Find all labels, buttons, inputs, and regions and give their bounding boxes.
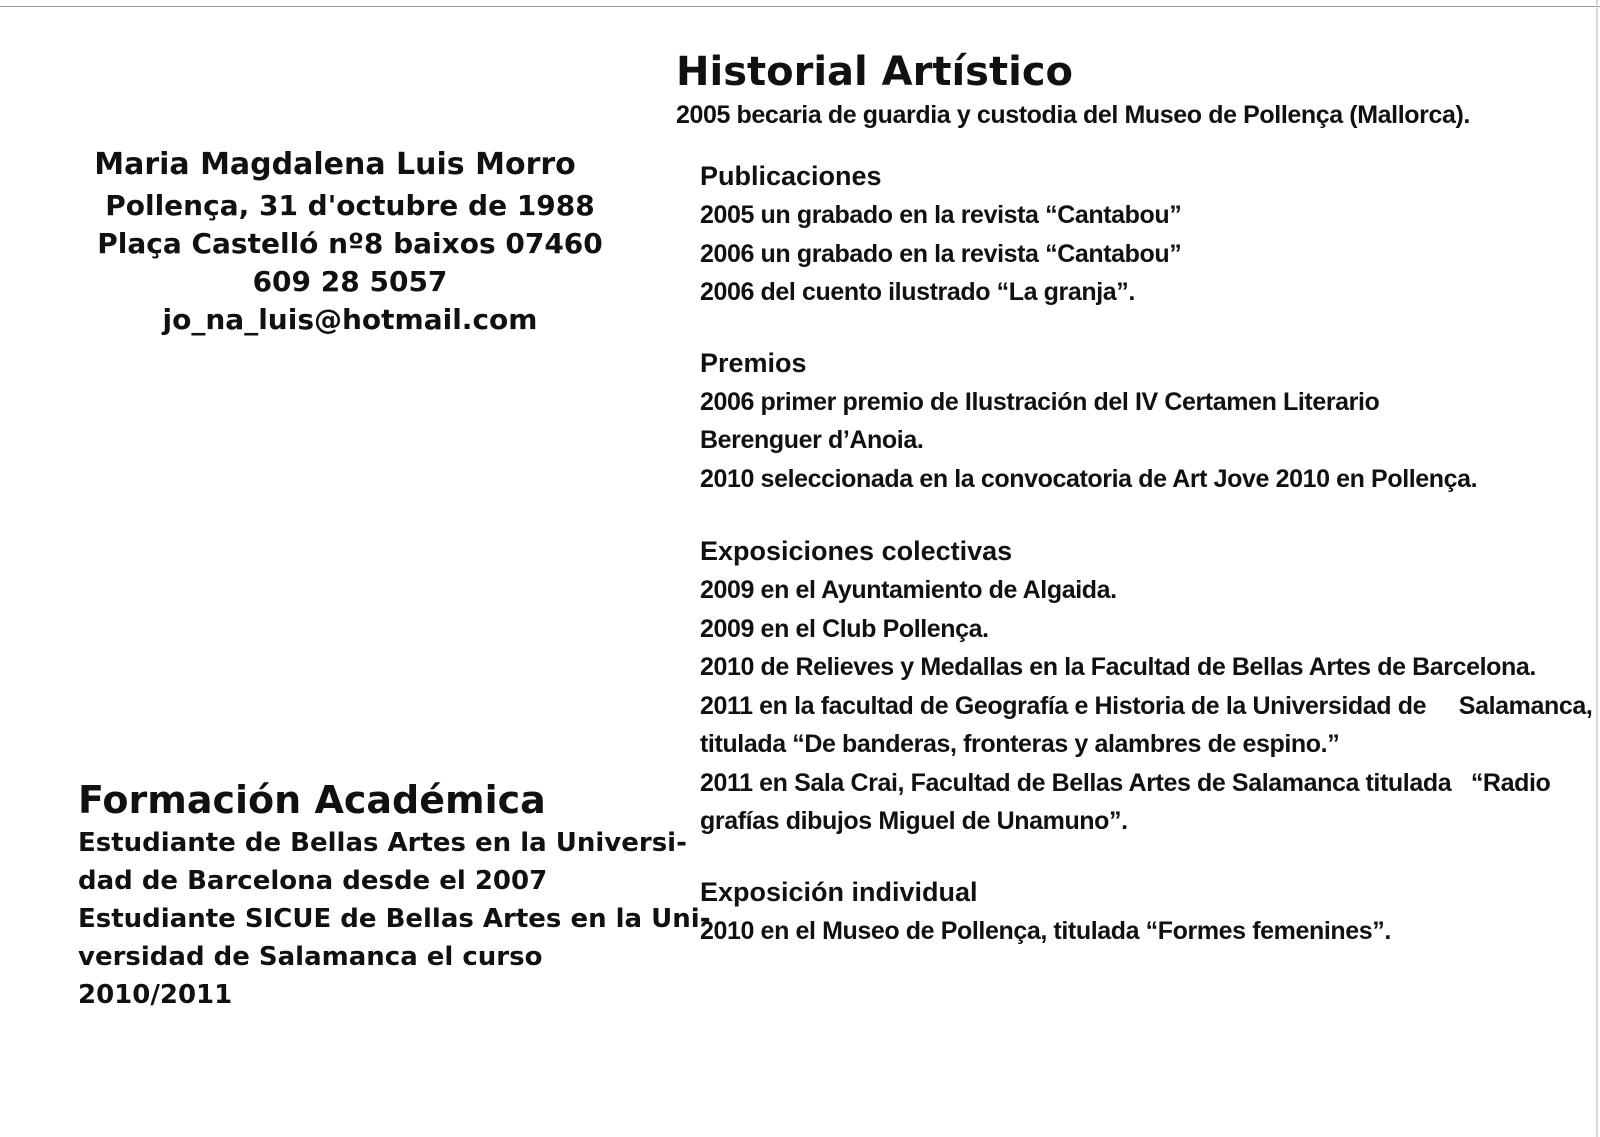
formacion-section xyxy=(78,778,711,1014)
historial-intro: 2005 becaria de guardia y custodia del Museo de Pollença (Mallorca). xyxy=(676,101,1470,129)
colectivas-title: Exposiciones colectivas xyxy=(700,536,1013,566)
formacion-title: Formación Académica xyxy=(78,778,546,822)
individual-title: Exposición individual xyxy=(700,876,978,907)
publicacion-item: 2006 del cuento ilustrado “La granja”. xyxy=(700,278,1135,306)
colectiva-item: 2009 en el Club Pollença. xyxy=(700,614,989,643)
email-line: jo_na_luis@hotmail.com xyxy=(162,303,538,336)
colectiva-item: 2011 en Sala Crai, Facultad de Bellas Artes de Salamanca titulada “Radio xyxy=(700,768,1551,797)
publicacion-item: 2006 un grabado en la revista “Cantabou” xyxy=(700,239,1182,268)
colectivas-section xyxy=(700,531,1593,841)
person-name: Maria Magdalena Luis Morro xyxy=(94,147,576,182)
individual-item: 2010 en el Museo de Pollença, titulada “Formes femenines”. xyxy=(700,916,1391,945)
premio-item: Berenguer d’Anoia. xyxy=(700,426,924,454)
formacion-line: 2010/2011 xyxy=(78,980,233,1010)
contact-block xyxy=(80,145,680,339)
phone-line: 609 28 5057 xyxy=(252,265,448,298)
page-edge xyxy=(1596,0,1598,1137)
publicaciones-title: Publicaciones xyxy=(700,161,882,191)
formacion-line: Estudiante de Bellas Artes en la Universi- xyxy=(78,828,687,858)
formacion-line: dad de Barcelona desde el 2007 xyxy=(78,866,548,896)
historial-title: Historial Artístico xyxy=(676,49,1074,95)
colectiva-item: grafías dibujos Miguel de Unamuno”. xyxy=(700,807,1128,835)
address-line: Plaça Castelló nº8 baixos 07460 xyxy=(97,227,603,260)
top-divider xyxy=(0,6,1600,7)
formacion-line: versidad de Salamanca el curso xyxy=(78,942,543,972)
colectiva-item: titulada “De banderas, fronteras y alambres de espino.” xyxy=(700,730,1340,758)
premio-item: 2006 primer premio de Ilustración del IV Certamen Literario xyxy=(700,387,1380,416)
premio-item: 2010 seleccionada en la convocatoria de Art Jove 2010 en Pollença. xyxy=(700,464,1478,493)
premios-section xyxy=(700,343,1576,499)
publicacion-item: 2005 un grabado en la revista “Cantabou” xyxy=(700,201,1182,229)
birth-line: Pollença, 31 d'octubre de 1988 xyxy=(105,189,595,222)
formacion-line: Estudiante SICUE de Bellas Artes en la Uni- xyxy=(78,904,711,934)
individual-section xyxy=(700,872,1576,951)
colectiva-item: 2010 de Relieves y Medallas en la Facultad de Bellas Artes de Barcelona. xyxy=(700,653,1536,681)
colectiva-item: 2011 en la facultad de Geografía e Historia de la Universidad de Salamanca, xyxy=(700,691,1593,720)
colectiva-item: 2009 en el Ayuntamiento de Algaida. xyxy=(700,576,1117,604)
historial-section xyxy=(676,48,1593,950)
publicaciones-section xyxy=(700,156,1576,312)
premios-title: Premios xyxy=(700,347,807,378)
